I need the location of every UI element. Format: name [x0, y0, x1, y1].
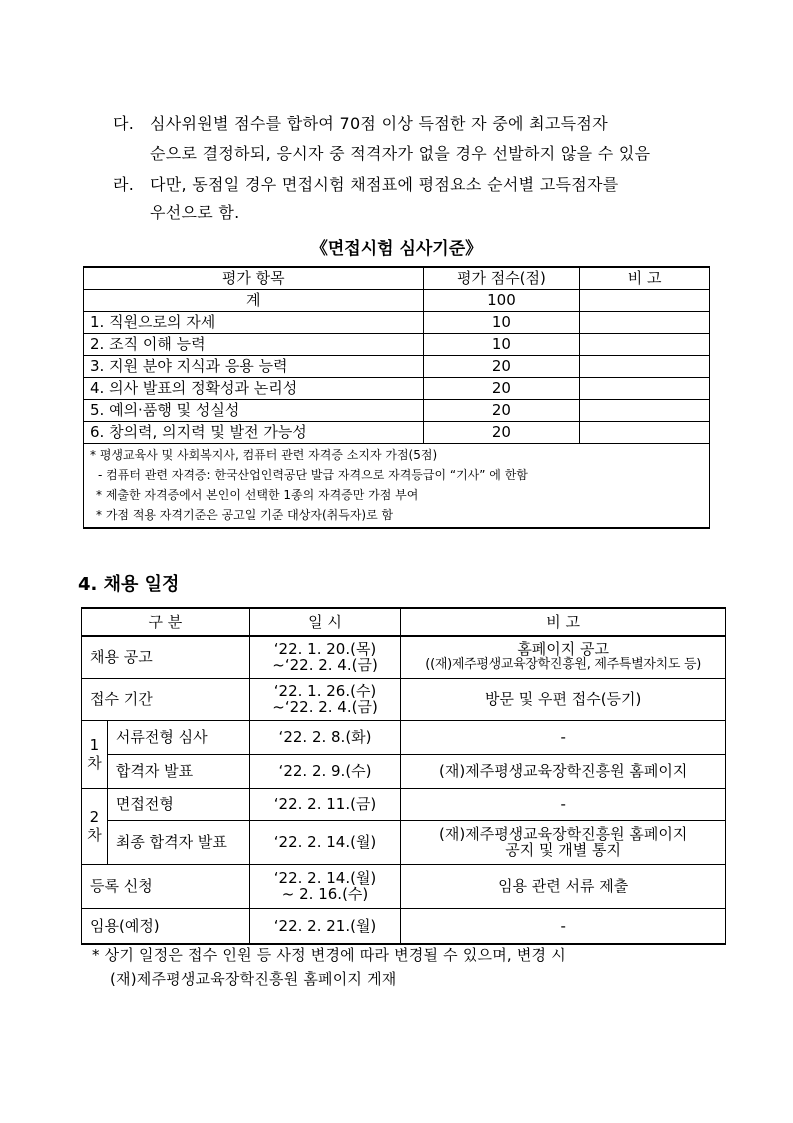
document-review-date: ‘22. 2. 8.(화) — [249, 720, 401, 754]
table-row — [82, 908, 726, 944]
posting-note-main: 홈페이지 공고 — [517, 640, 610, 659]
note-line: * 평생교육사 및 사회복지사, 컴퓨터 관련 자격증 소지자 가점(5점) — [90, 448, 438, 462]
table-header-row — [84, 267, 710, 290]
final-note-sub: 공지 및 개별 통지 — [505, 841, 622, 859]
table-row — [84, 312, 710, 334]
final-announce-label: 최종 합격자 발표 — [107, 820, 249, 864]
interview-note: - — [401, 788, 726, 820]
criteria-note — [580, 378, 710, 400]
table-row — [82, 864, 726, 908]
final-note-main: (재)제주평생교육장학진흥원 홈페이지 — [439, 825, 688, 843]
criteria-score: 10 — [423, 312, 580, 334]
appoint-date: ‘22. 2. 21.(월) — [249, 908, 401, 944]
posting-label: 채용 공고 — [82, 636, 250, 678]
schedule-footnote-line2: (재)제주평생교육장학진흥원 홈페이지 게재 — [110, 970, 397, 988]
table-row — [82, 720, 726, 754]
header-note: 비 고 — [580, 267, 710, 290]
table-header-row — [82, 608, 726, 636]
criteria-score: 20 — [423, 356, 580, 378]
header-date: 일 시 — [249, 608, 401, 636]
criteria-note — [580, 356, 710, 378]
criteria-item: 5. 예의·품행 및 성실성 — [84, 400, 424, 422]
receipt-date-start: ‘22. 1. 26.(수) — [273, 682, 377, 700]
register-date — [249, 864, 401, 908]
table-row — [82, 636, 726, 678]
posting-note — [401, 636, 726, 678]
schedule-table — [81, 607, 726, 945]
criteria-item: 6. 창의력, 의지력 및 발전 가능성 — [84, 422, 424, 444]
receipt-date — [249, 678, 401, 720]
posting-date-start: ‘22. 1. 20.(목) — [273, 640, 377, 659]
document-review-note: - — [401, 720, 726, 754]
posting-note-sub: ((재)제주평생교육장학진흥원, 제주특별자치도 등) — [425, 657, 702, 673]
receipt-date-end: ~‘22. 2. 4.(금) — [272, 698, 378, 716]
note-line: * 가점 적용 자격기준은 공고일 기준 대상자(취득자)로 함 — [96, 508, 394, 522]
criteria-note — [580, 334, 710, 356]
criteria-note — [580, 312, 710, 334]
paragraph-ra-line2: 우선으로 함. — [150, 203, 240, 222]
bonus-notes — [84, 444, 710, 529]
criteria-note — [580, 422, 710, 444]
first-announce-note: (재)제주평생교육장학진흥원 홈페이지 — [401, 754, 726, 788]
paragraph-ra-marker: 라. — [113, 175, 135, 194]
interview-criteria-title: 《면접시험 심사기준》 — [310, 239, 483, 259]
total-score: 100 — [423, 290, 580, 312]
schedule-heading: 4. 채용 일정 — [78, 574, 180, 595]
first-announce-label: 합격자 발표 — [107, 754, 249, 788]
stage1-label: 1 차 — [82, 720, 108, 788]
note-line: * 제출한 자격증에서 본인이 선택한 1종의 자격증만 가점 부여 — [96, 488, 419, 502]
criteria-item: 3. 지원 분야 지식과 응용 능력 — [84, 356, 424, 378]
criteria-item: 4. 의사 발표의 정확성과 논리성 — [84, 378, 424, 400]
table-row — [84, 378, 710, 400]
final-announce-date: ‘22. 2. 14.(월) — [249, 820, 401, 864]
total-label: 계 — [84, 290, 424, 312]
criteria-note — [580, 400, 710, 422]
notes-row — [84, 444, 710, 529]
first-announce-date: ‘22. 2. 9.(수) — [249, 754, 401, 788]
posting-date-end: ~‘22. 2. 4.(금) — [272, 656, 378, 675]
header-item: 평가 항목 — [84, 267, 424, 290]
header-category: 구 분 — [82, 608, 250, 636]
interview-label: 면접전형 — [107, 788, 249, 820]
paragraph-da-marker: 다. — [113, 114, 135, 133]
appoint-note: - — [401, 908, 726, 944]
criteria-item: 2. 조직 이해 능력 — [84, 334, 424, 356]
register-label: 등록 신청 — [82, 864, 250, 908]
criteria-score: 20 — [423, 400, 580, 422]
register-date-end: ~ 2. 16.(수) — [281, 885, 369, 903]
paragraph-ra-line1: 다만, 동점일 경우 면접시험 채점표에 평점요소 순서별 고득점자를 — [150, 175, 619, 194]
header-note: 비 고 — [401, 608, 726, 636]
table-row — [84, 334, 710, 356]
table-row — [84, 356, 710, 378]
receipt-label: 접수 기간 — [82, 678, 250, 720]
total-row — [84, 290, 710, 312]
stage2-label: 2 차 — [82, 788, 108, 864]
document-review-label: 서류전형 심사 — [107, 720, 249, 754]
interview-date: ‘22. 2. 11.(금) — [249, 788, 401, 820]
criteria-score: 20 — [423, 378, 580, 400]
criteria-score: 20 — [423, 422, 580, 444]
register-date-start: ‘22. 2. 14.(월) — [273, 869, 377, 887]
paragraph-da-line1: 심사위원별 점수를 합하여 70점 이상 득점한 자 중에 최고득점자 — [150, 114, 608, 133]
receipt-note: 방문 및 우편 접수(등기) — [401, 678, 726, 720]
schedule-footnote-line1: * 상기 일정은 접수 인원 등 사정 변경에 따라 변경될 수 있으며, 변경 시 — [92, 946, 566, 964]
paragraph-da-line2: 순으로 결정하되, 응시자 중 적격자가 없을 경우 선발하지 않을 수 있음 — [150, 144, 651, 163]
register-note: 임용 관련 서류 제출 — [401, 864, 726, 908]
table-row — [82, 820, 726, 864]
criteria-score: 10 — [423, 334, 580, 356]
table-row — [84, 422, 710, 444]
table-row — [82, 788, 726, 820]
note-line: - 컴퓨터 관련 자격증: 한국산업인력공단 발급 자격으로 자격등급이 “기사” 에 한함 — [98, 468, 528, 482]
header-score: 평가 점수(점) — [423, 267, 580, 290]
table-row — [84, 400, 710, 422]
final-announce-note — [401, 820, 726, 864]
posting-date — [249, 636, 401, 678]
table-row — [82, 678, 726, 720]
criteria-item: 1. 직원으로의 자세 — [84, 312, 424, 334]
table-row — [82, 754, 726, 788]
total-note — [580, 290, 710, 312]
appoint-label: 임용(예정) — [82, 908, 250, 944]
interview-criteria-table — [83, 266, 710, 529]
